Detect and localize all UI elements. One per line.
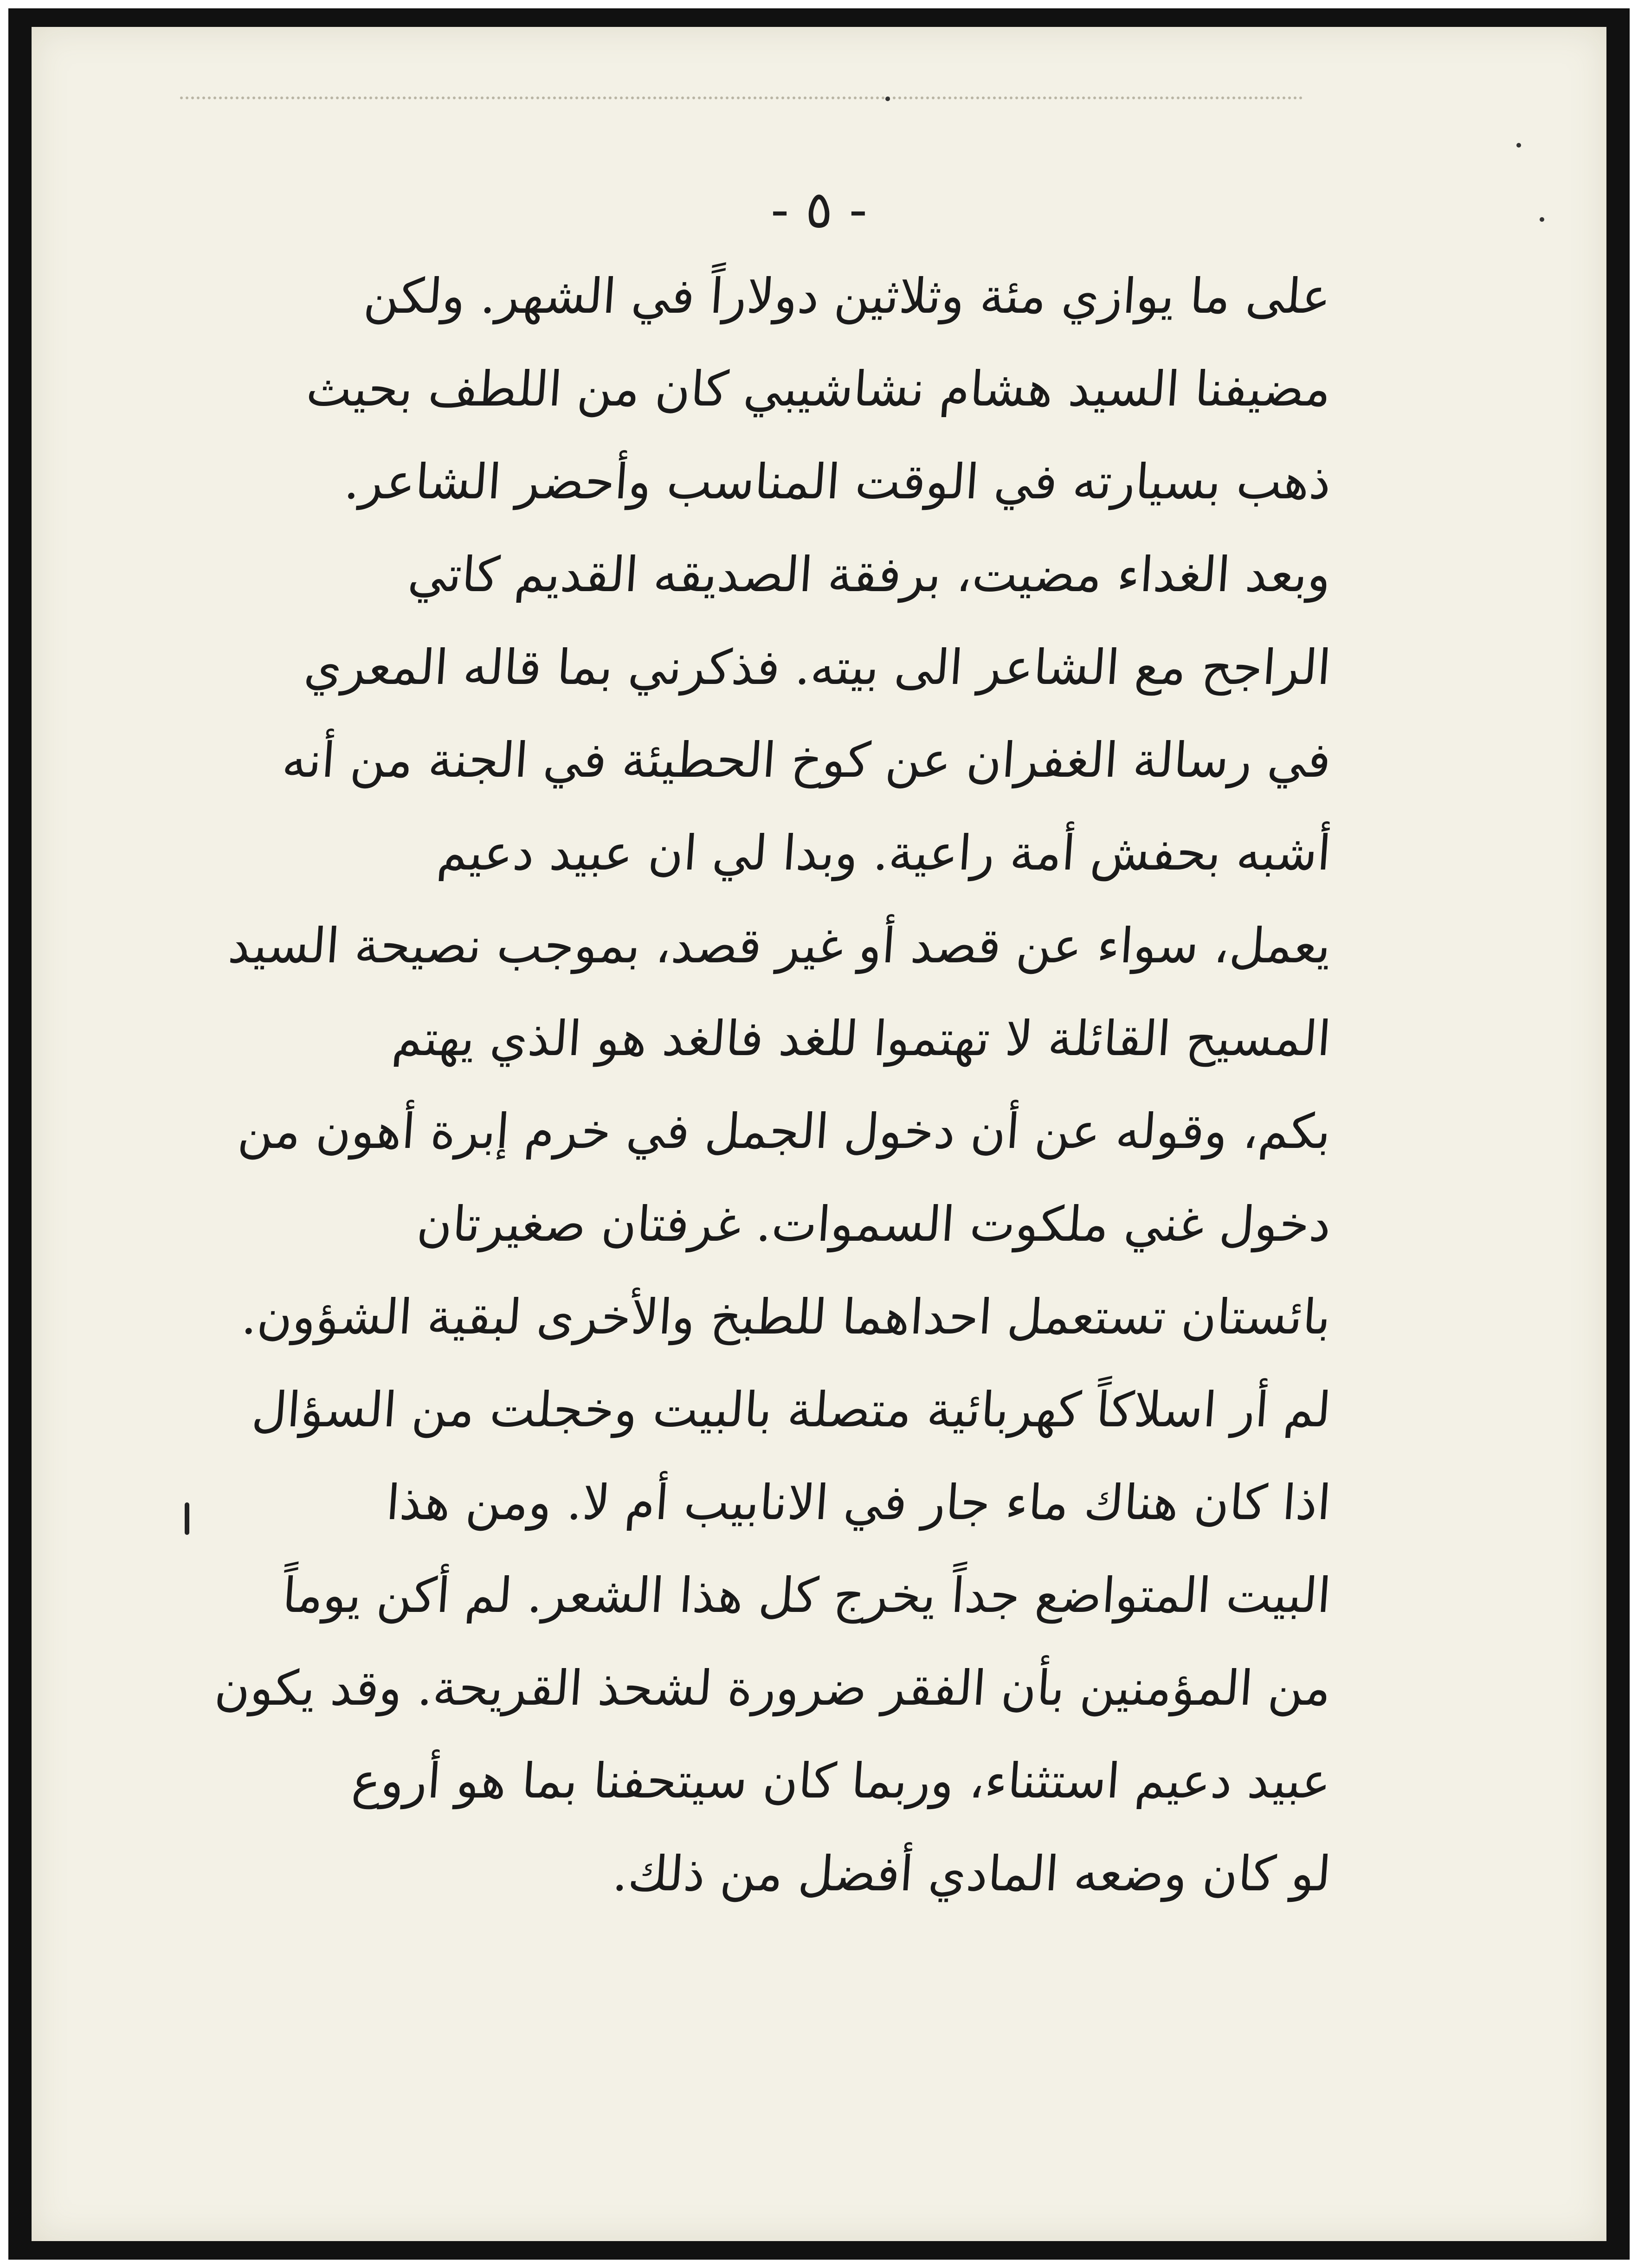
text-line: عبيد دعيم استثناء، وربما كان سيتحفنا بما هو أروع xyxy=(350,1753,1333,1809)
paper-speck xyxy=(885,97,890,101)
text-line: لم أر اسلاكاً كهربائية متصلة بالبيت وخجلت من السؤال xyxy=(250,1381,1333,1438)
text-line: ذهب بسيارته في الوقت المناسب وأحضر الشاعر. xyxy=(342,453,1333,510)
paper-speck xyxy=(1516,143,1521,148)
text-line: على ما يوازي مئة وثلاثين دولاراً في الشهر. ولكن xyxy=(362,268,1333,324)
manuscript-page xyxy=(32,27,1606,2241)
text-line: وبعد الغداء مضيت، برفقة الصديقه القديم كاتي xyxy=(406,546,1333,603)
text-line: من المؤمنين بأن الفقر ضرورة لشحذ القريحة. وقد يكون xyxy=(213,1660,1333,1716)
text-line: بائستان تستعمل احداهما للطبخ والأخرى لبقية الشؤون. xyxy=(240,1289,1333,1345)
text-line: بكم، وقوله عن أن دخول الجمل في خرم إبرة أهون من xyxy=(236,1103,1333,1160)
page-number: - ٥ - xyxy=(770,180,868,239)
text-line: أشبه بحفش أمة راعية. وبدا لي ان عبيد دعيم xyxy=(435,825,1333,881)
handwritten-text-block xyxy=(213,250,1333,1920)
margin-mark xyxy=(185,1502,189,1535)
text-line: دخول غني ملكوت السموات. غرفتان صغيرتان xyxy=(415,1196,1333,1252)
text-line: في رسالة الغفران عن كوخ الحطيئة في الجنة من أنه xyxy=(280,732,1333,788)
text-line: الراجح مع الشاعر الى بيته. فذكرني بما قاله المعري xyxy=(302,639,1333,696)
scan-frame xyxy=(8,8,1630,2260)
top-dotted-rule xyxy=(180,97,1303,99)
text-line: البيت المتواضع جداً يخرج كل هذا الشعر. لم أكن يوماً xyxy=(280,1567,1333,1624)
text-line: يعمل، سواء عن قصد أو غير قصد، بموجب نصيحة السيد xyxy=(226,917,1333,974)
text-line: لو كان وضعه المادي أفضل من ذلك. xyxy=(611,1845,1333,1902)
text-line: اذا كان هناك ماء جار في الانابيب أم لا. ومن هذا xyxy=(384,1474,1333,1531)
text-line: مضيفنا السيد هشام نشاشيبي كان من اللطف بحيث xyxy=(304,361,1333,417)
text-line: المسيح القائلة لا تهتموا للغد فالغد هو الذي يهتم xyxy=(390,1010,1333,1067)
